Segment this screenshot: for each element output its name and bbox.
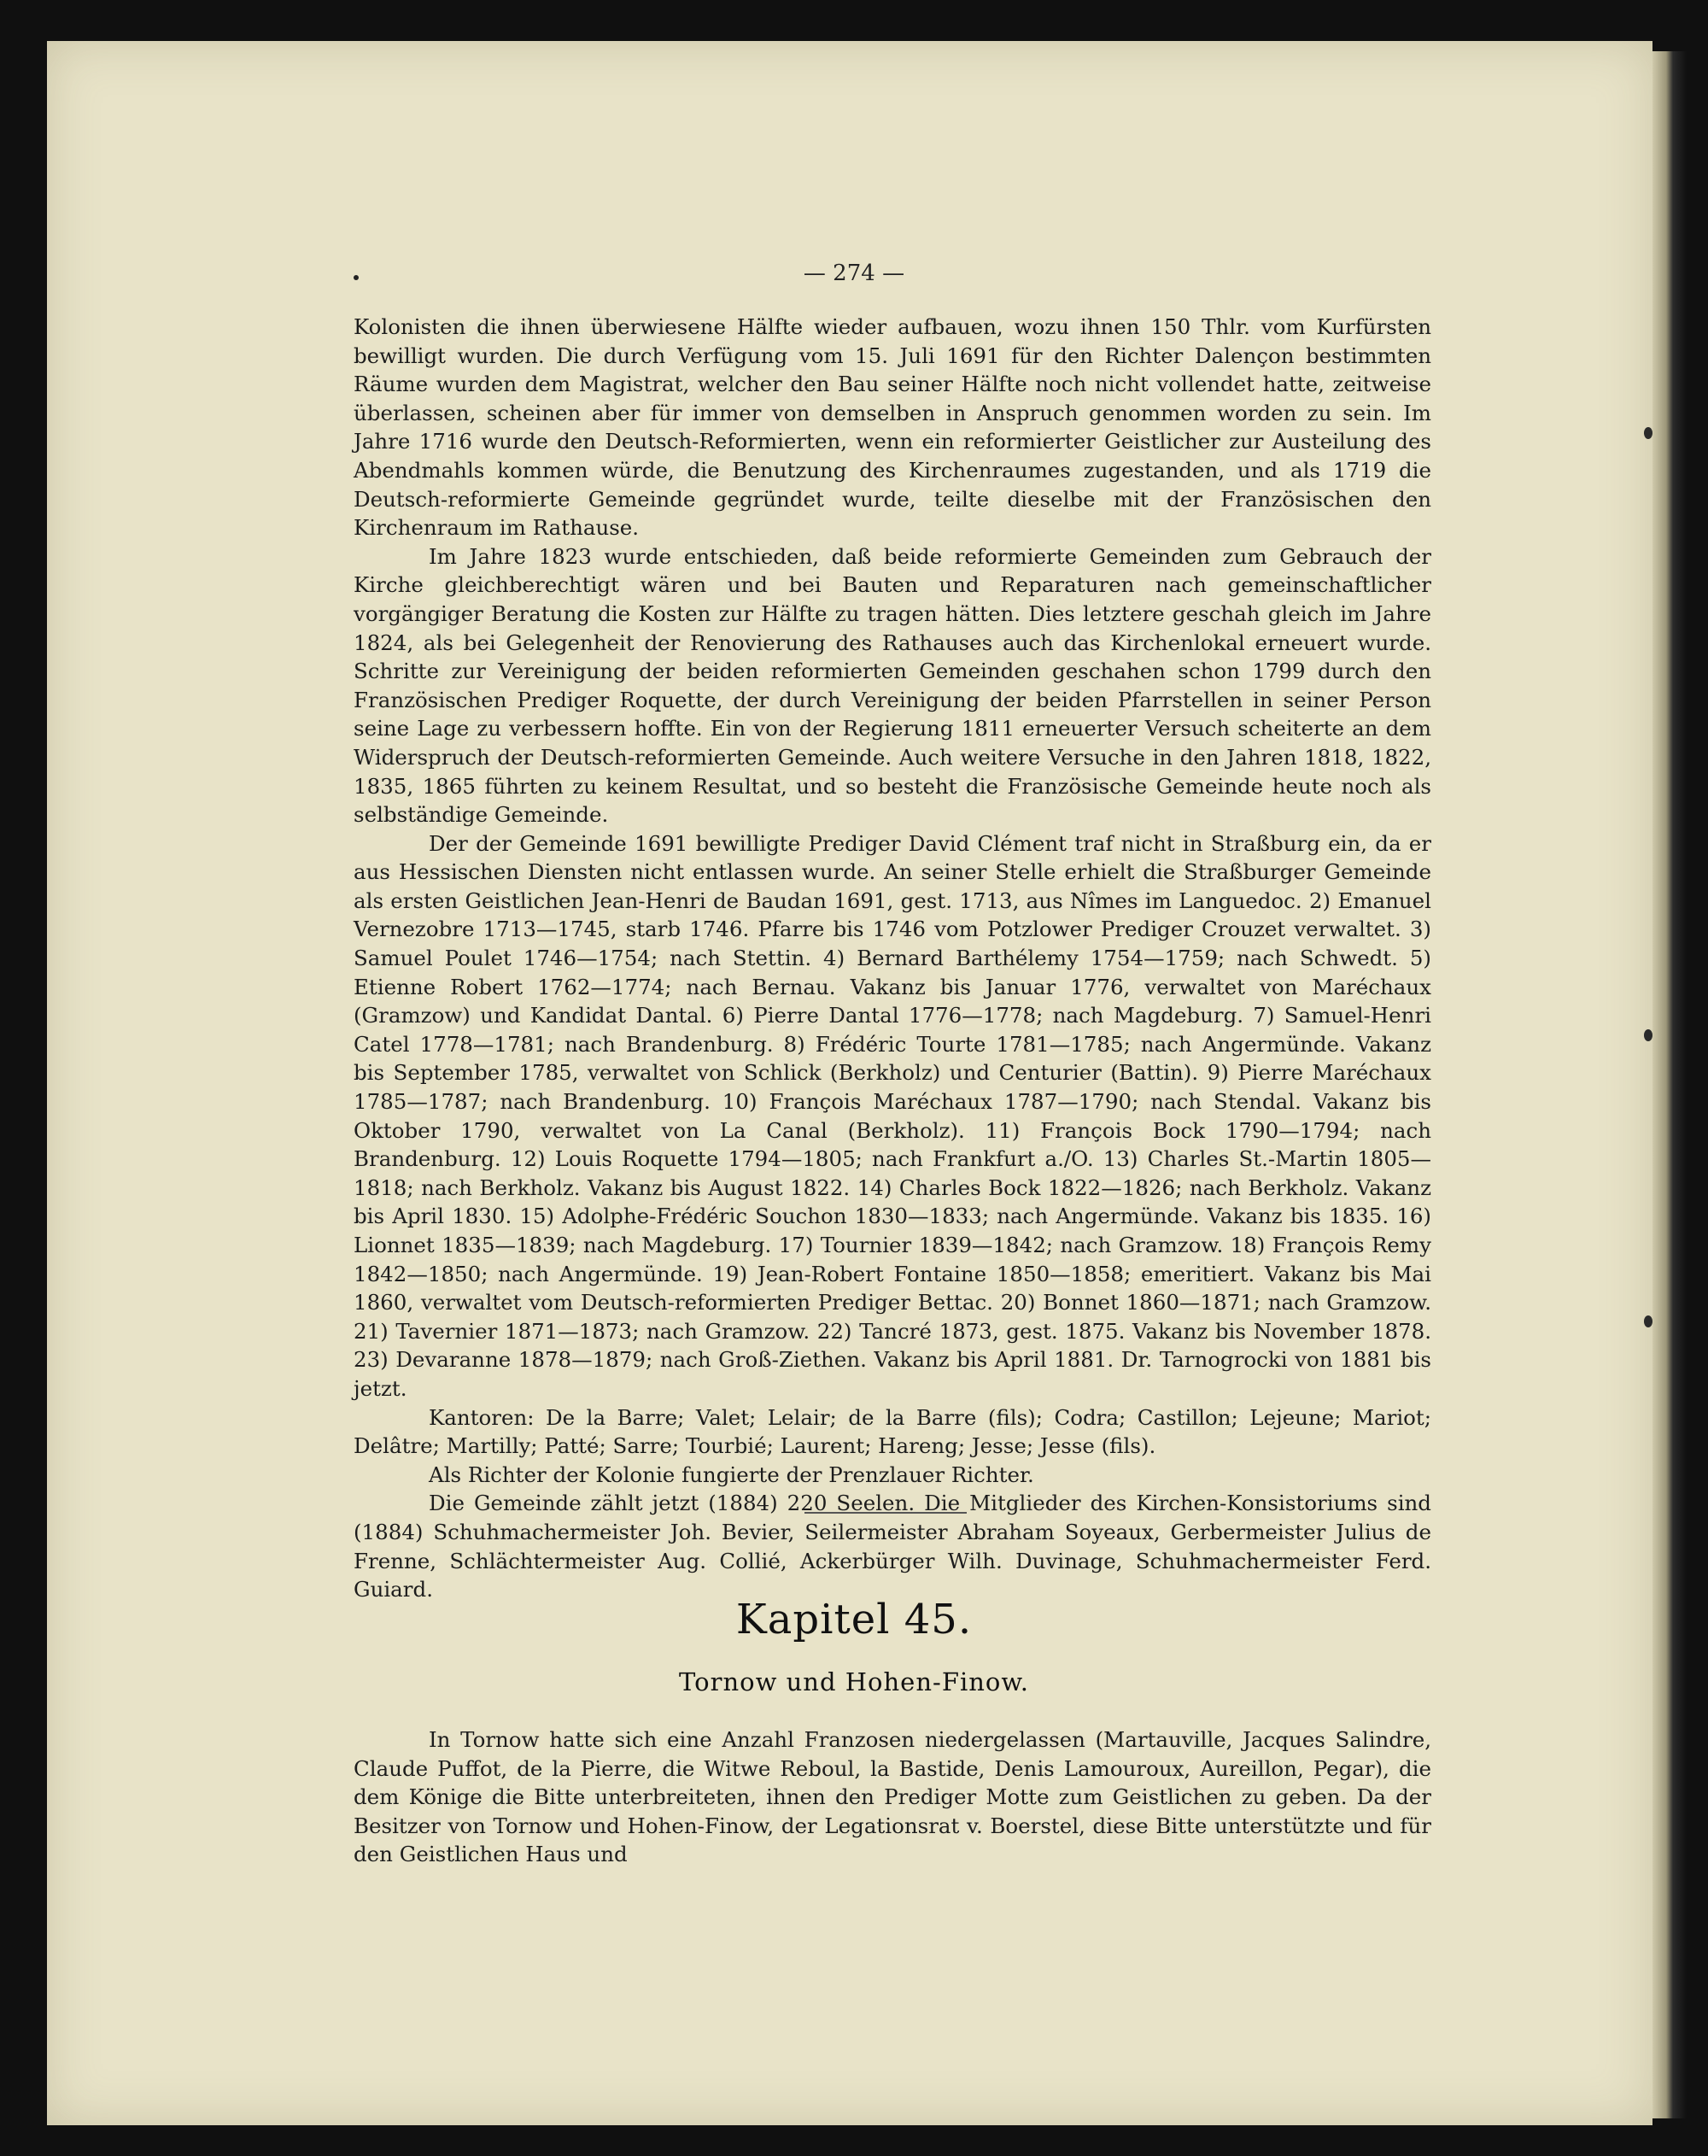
paragraph: In Tornow hatte sich eine Anzahl Franzosen niedergelassen (Martauville, Jacques Salindre, Claude Puffot, de la Pierre, die Witwe Reboul, la Bastide, Denis Lamouroux, Aureillon, Pegar), die dem Könige die Bitte unterbreiteten, ihnen den Prediger Motte zum Geistlichen zu geben. Da der Besitzer von Tornow und Hohen-Finow, der Legationsrat v. Boerstel, diese Bitte unterstützte und für den Geistlichen Haus und [354,1727,1431,1867]
paragraph: Die Gemeinde zählt jetzt (1884) 220 Seelen. Die Mitglieder des Kirchen-Konsistoriums sind (1884) Schuhmachermeister Joh. Bevier, Seilermeister Abraham Soyeaux, Gerbermeister Julius de Frenne, Schlächtermeister Aug. Collié, Ackerbürger Wilh. Duvinage, Schuhmachermeister Ferd. Guiard. [354,1491,1431,1602]
paragraph: Der der Gemeinde 1691 bewilligte Prediger David Clément traf nicht in Straßburg ein, da er aus Hessischen Diensten nicht entlassen wurde. An seiner Stelle erhielt die Straßburger Gemeinde als ersten Geistlichen Jean-Henri de Baudan 1691, gest. 1713, aus Nîmes im Languedoc. 2) Emanuel Vernezobre 1713—1745, starb 1746. Pfarre bis 1746 vom Potzlower Prediger Crouzet verwaltet. 3) Samuel Poulet 1746—1754; nach Stettin. 4) Bernard Barthélemy 1754—1759; nach Schwedt. 5) Etienne Robert 1762—1774; nach Bernau. Vakanz bis Januar 1776, verwaltet von Maréchaux (Gramzow) und Kandidat Dantal. 6) Pierre Dantal 1776—1778; nach Magdeburg. 7) Samuel-Henri Catel 1778—1781; nach Brandenburg. 8) Frédéric Tourte 1781—1785; nach Angermünde. Vakanz bis September 1785, verwaltet von Schlick (Berkholz) und Centurier (Battin). 9) Pierre Maréchaux 1785—1787; nach Brandenburg. 10) François Maréchaux 1787—1790; nach Stendal. Vakanz bis Oktober 1790, verwaltet von La Canal (Berkholz). 11) François Bock 1790—1794; nach Brandenburg. 12) Louis Roquette 1794—1805; nach Frankfurt a./O. 13) Charles St.-Martin 1805—1818; nach Berkholz. Vakanz bis August 1822. 14) Charles Bock 1822—1826; nach Berkholz. Vakanz bis April 1830. 15) Adolphe-Frédéric Souchon 1830—1833; nach Angermünde. Vakanz bis 1835. 16) Lionnet 1835—1839; nach Magdeburg. 17) Tournier 1839—1842; nach Gramzow. 18) François Remy 1842—1850; nach Angermünde. 19) Jean-Robert Fontaine 1850—1858; emeritiert. Vakanz bis Mai 1860, verwaltet vom Deutsch-reformierten Prediger Bettac. 20) Bonnet 1860—1871; nach Gramzow. 21) Tavernier 1871—1873; nach Gramzow. 22) Tancré 1873, gest. 1875. Vakanz bis November 1878. 23) Devaranne 1878—1879; nach Groß-Ziethen. Vakanz bis April 1881. Dr. Tarnogrocki von 1881 bis jetzt. [354,830,1431,1401]
section-divider [804,1512,967,1514]
paragraph: Kantoren: De la Barre; Valet; Lelair; de la Barre (fils); Codra; Castillon; Lejeune; Mariot; Delâtre; Martilly; Patté; Sarre; Tourbié; Laurent; Hareng; Jesse; Jesse (fils). [354,1404,1431,1459]
paragraph: Im Jahre 1823 wurde entschieden, daß beide reformierte Gemeinden zum Gebrauch der Kirche gleichberechtigt wären und bei Bauten und Reparaturen nach gemeinschaftlicher vorgängiger Beratung die Kosten zur Hälfte zu tragen hätten. Dies letztere geschah gleich im Jahre 1824, als bei Gelegenheit der Renovierung des Rathauses auch das Kirchenlokal erneuert wurde. Schritte zur Vereinigung der beiden reformierten Gemeinden geschahen schon 1799 durch den Französischen Prediger Roquette, der durch Vereinigung der beiden Pfarrstellen in seiner Person seine Lage zu verbessern hoffte. Ein von der Regierung 1811 erneuerter Versuch scheiterte an dem Widerspruch der Deutsch-reformierten Gemeinde. Auch weitere Versuche in den Jahren 1818, 1822, 1835, 1865 führten zu keinem Resultat, und so besteht die Französische Gemeinde heute noch als selbständige Gemeinde. [354,543,1431,828]
chapter-title: Kapitel 45. [735,1596,973,1643]
paragraph: Als Richter der Kolonie fungierte der Prenzlauer Richter. [429,1462,1034,1487]
chapter-text [354,1725,1431,1869]
paragraph: Kolonisten die ihnen überwiesene Hälfte wieder aufbauen, wozu ihnen 150 Thlr. vom Kurfürsten bewilligt wurden. Die durch Verfügung vom 15. Juli 1691 für den Richter Dalençon bestimmten Räume wurden dem Magistrat, welcher den Bau seiner Hälfte noch nicht vollendet hatte, zeitweise überlassen, scheinen aber für immer von demselben in Anspruch genommen worden zu sein. Im Jahre 1716 wurde den Deutsch-Reformierten, wenn ein reformierter Geistlicher zur Austeilung des Abendmahls kommen würde, die Benutzung des Kirchenraumes zugestanden, und als 1719 die Deutsch-reformierte Gemeinde gegründet wurde, teilte dieselbe mit der Französischen den Kirchenraum im Rathause. [354,314,1431,541]
chapter-subtitle: Tornow und Hohen-Finow. [679,1667,1029,1696]
body-text [354,313,1431,1604]
page-number: — 274 — [803,261,905,286]
next-page-edge [1652,51,1687,2118]
